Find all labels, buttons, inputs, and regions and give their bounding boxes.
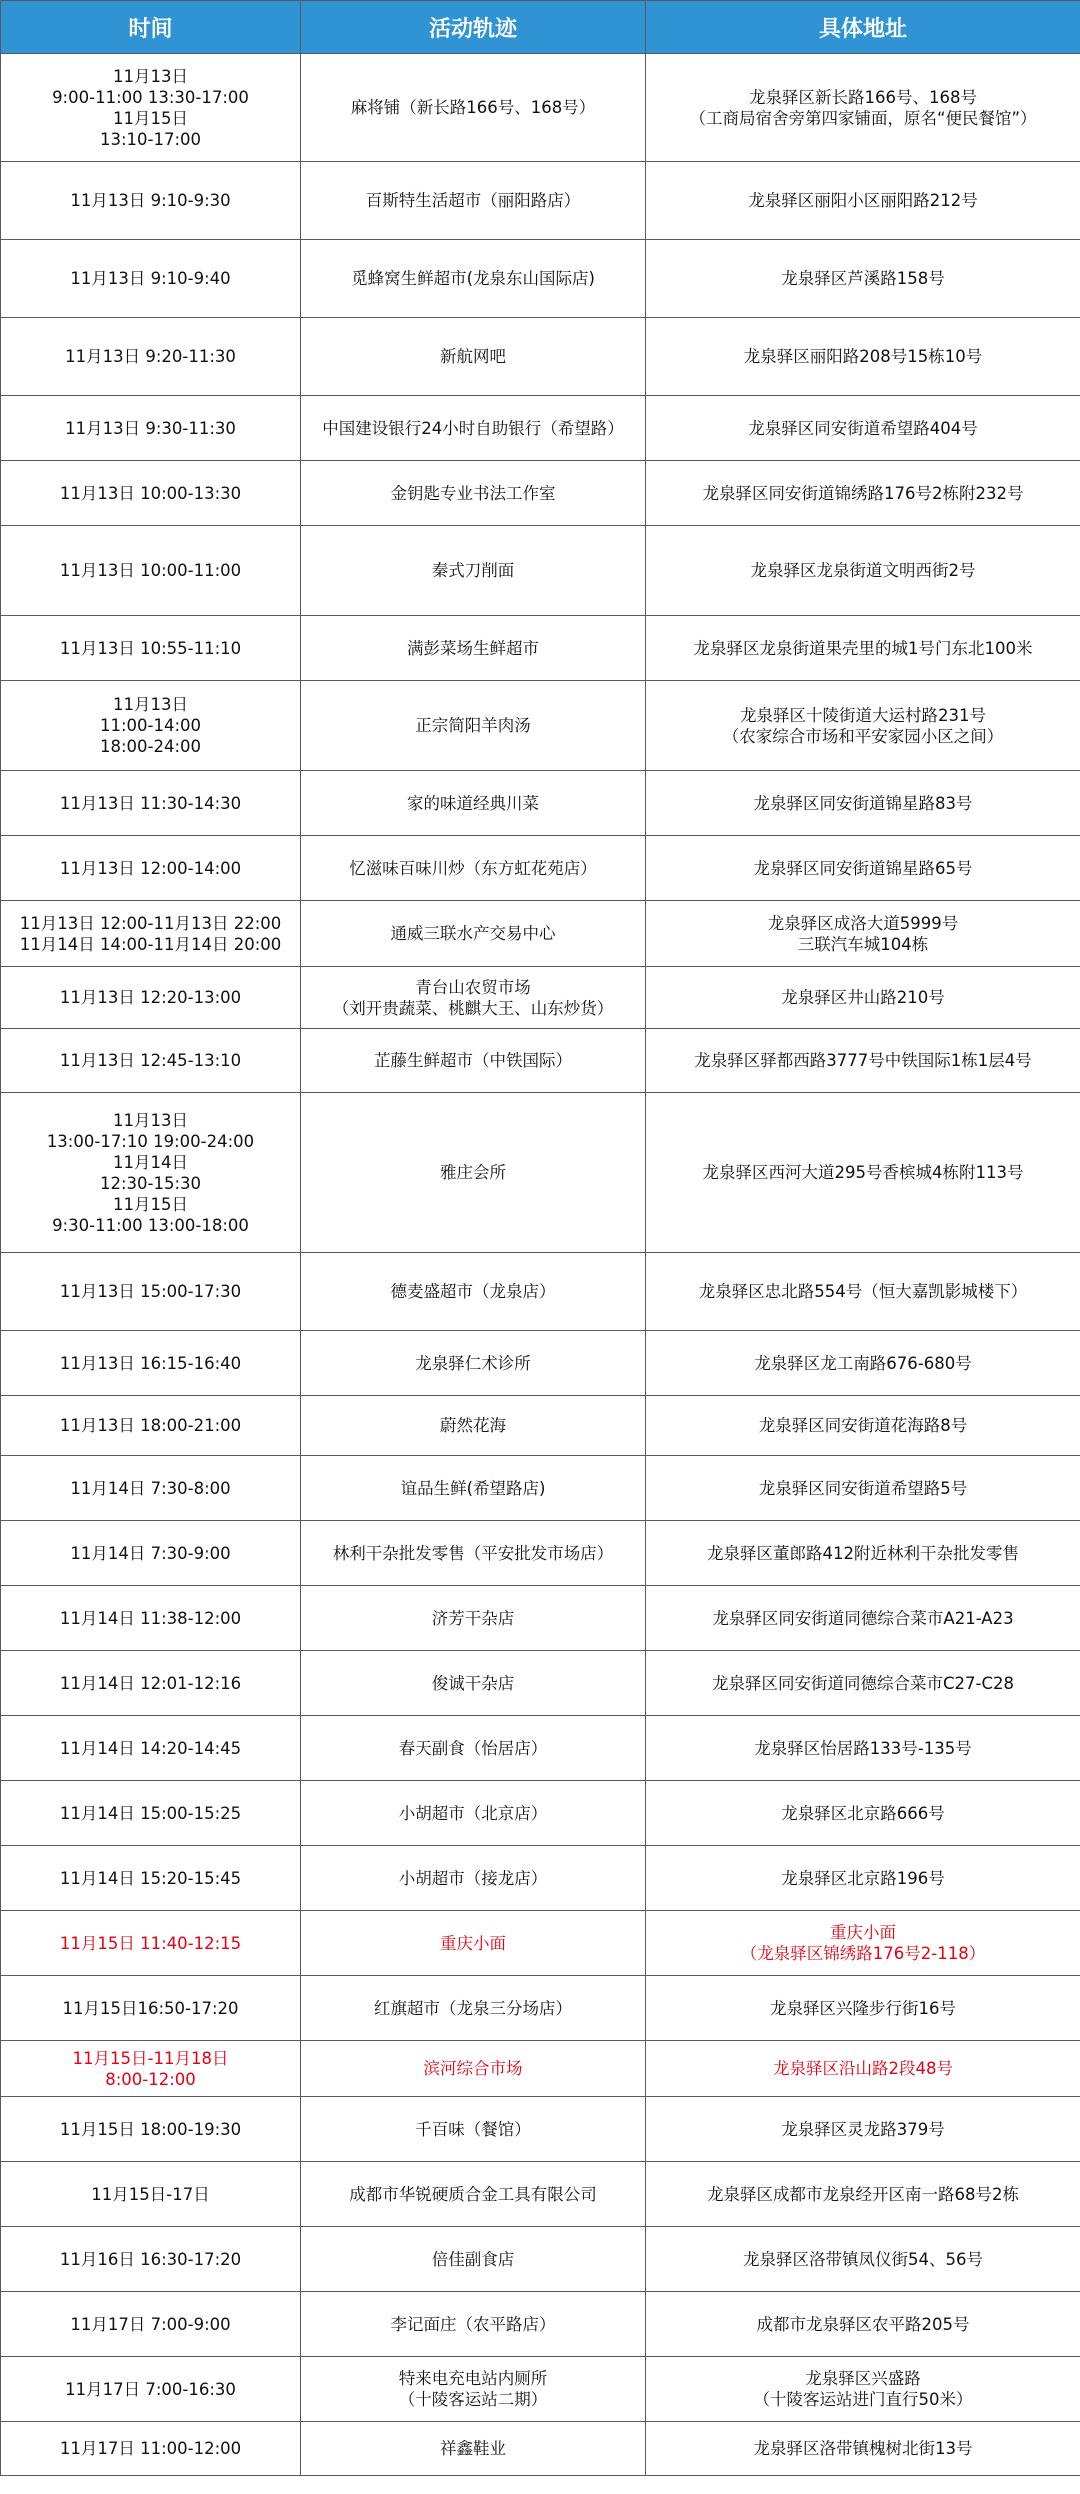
table-row bbox=[1, 967, 1080, 1029]
table-row bbox=[1, 616, 1080, 681]
cell-time: 11月13日 9:10-9:40 bbox=[1, 240, 301, 318]
table-row bbox=[1, 2357, 1080, 2422]
table-row bbox=[1, 836, 1080, 901]
cell-track: 小胡超市（接龙店） bbox=[301, 1846, 646, 1911]
cell-address: 龙泉驿区丽阳路208号15栋10号 bbox=[646, 318, 1080, 396]
cell-time: 11月13日 10:55-11:10 bbox=[1, 616, 301, 681]
cell-time: 11月17日 11:00-12:00 bbox=[1, 2422, 301, 2476]
cell-time: 11月14日 11:38-12:00 bbox=[1, 1586, 301, 1651]
cell-time: 11月15日-17日 bbox=[1, 2162, 301, 2227]
table-row bbox=[1, 681, 1080, 771]
cell-time: 11月13日 18:00-21:00 bbox=[1, 1396, 301, 1456]
cell-track: 祥鑫鞋业 bbox=[301, 2422, 646, 2476]
cell-address: 龙泉驿区新长路166号、168号 （工商局宿舍旁第四家铺面，原名“便民餐馆”） bbox=[646, 54, 1080, 162]
cell-address: 龙泉驿区洛带镇槐树北街13号 bbox=[646, 2422, 1080, 2476]
cell-time: 11月13日 12:00-14:00 bbox=[1, 836, 301, 901]
table-row bbox=[1, 1911, 1080, 1976]
cell-address: 龙泉驿区忠北路554号（恒大嘉凯影城楼下） bbox=[646, 1253, 1080, 1331]
cell-address: 龙泉驿区董郎路412附近林利干杂批发零售 bbox=[646, 1521, 1080, 1586]
table-row bbox=[1, 162, 1080, 240]
table-row bbox=[1, 2041, 1080, 2097]
cell-time: 11月13日 10:00-11:00 bbox=[1, 526, 301, 616]
cell-track: 德麦盛超市（龙泉店） bbox=[301, 1253, 646, 1331]
cell-time: 11月13日 12:20-13:00 bbox=[1, 967, 301, 1029]
cell-time: 11月13日 13:00-17:10 19:00-24:00 11月14日 12:30-15:30 11月15日 9:30-11:00 13:00-18:00 bbox=[1, 1093, 301, 1253]
cell-time: 11月16日 16:30-17:20 bbox=[1, 2227, 301, 2292]
cell-track: 林利干杂批发零售（平安批发市场店） bbox=[301, 1521, 646, 1586]
cell-time: 11月14日 15:00-15:25 bbox=[1, 1781, 301, 1846]
cell-time: 11月13日 15:00-17:30 bbox=[1, 1253, 301, 1331]
cell-time: 11月14日 7:30-9:00 bbox=[1, 1521, 301, 1586]
table-row bbox=[1, 526, 1080, 616]
table-row bbox=[1, 1093, 1080, 1253]
table-row bbox=[1, 2097, 1080, 2162]
cell-time: 11月14日 7:30-8:00 bbox=[1, 1456, 301, 1521]
cell-address: 龙泉驿区同安街道希望路5号 bbox=[646, 1456, 1080, 1521]
cell-time: 11月15日16:50-17:20 bbox=[1, 1976, 301, 2041]
table-row bbox=[1, 901, 1080, 967]
cell-time: 11月13日 12:00-11月13日 22:00 11月14日 14:00-11月14日 20:00 bbox=[1, 901, 301, 967]
cell-time: 11月13日 11:30-14:30 bbox=[1, 771, 301, 836]
header-address: 具体地址 bbox=[646, 1, 1080, 54]
table-row bbox=[1, 396, 1080, 461]
cell-track: 正宗简阳羊肉汤 bbox=[301, 681, 646, 771]
table-body bbox=[1, 54, 1080, 2476]
cell-track: 雅庄会所 bbox=[301, 1093, 646, 1253]
table-row bbox=[1, 2162, 1080, 2227]
cell-track: 麻将铺（新长路166号、168号） bbox=[301, 54, 646, 162]
cell-track: 中国建设银行24小时自助银行（希望路） bbox=[301, 396, 646, 461]
cell-track: 觅蜂窝生鲜超市(龙泉东山国际店) bbox=[301, 240, 646, 318]
cell-address: 龙泉驿区驿都西路3777号中铁国际1栋1层4号 bbox=[646, 1029, 1080, 1093]
cell-address: 龙泉驿区北京路196号 bbox=[646, 1846, 1080, 1911]
table-row bbox=[1, 1586, 1080, 1651]
table-row bbox=[1, 2422, 1080, 2476]
cell-time: 11月15日-11月18日 8:00-12:00 bbox=[1, 2041, 301, 2097]
cell-track: 成都市华锐硬质合金工具有限公司 bbox=[301, 2162, 646, 2227]
cell-track: 谊品生鲜(希望路店) bbox=[301, 1456, 646, 1521]
cell-track: 忆滋味百味川炒（东方虹花苑店） bbox=[301, 836, 646, 901]
cell-address: 龙泉驿区同安街道同德综合菜市A21-A23 bbox=[646, 1586, 1080, 1651]
table-row bbox=[1, 1976, 1080, 2041]
cell-time: 11月14日 14:20-14:45 bbox=[1, 1716, 301, 1781]
cell-track: 倍佳副食店 bbox=[301, 2227, 646, 2292]
table-row bbox=[1, 1396, 1080, 1456]
cell-time: 11月13日 12:45-13:10 bbox=[1, 1029, 301, 1093]
cell-address: 龙泉驿区同安街道同德综合菜市C27-C28 bbox=[646, 1651, 1080, 1716]
cell-address: 龙泉驿区灵龙路379号 bbox=[646, 2097, 1080, 2162]
table-row bbox=[1, 1781, 1080, 1846]
cell-address: 龙泉驿区龙泉街道文明西街2号 bbox=[646, 526, 1080, 616]
cell-address: 龙泉驿区同安街道希望路404号 bbox=[646, 396, 1080, 461]
cell-track: 青台山农贸市场 （刘开贵蔬菜、桃麒大王、山东炒货） bbox=[301, 967, 646, 1029]
cell-address: 成都市龙泉驿区农平路205号 bbox=[646, 2292, 1080, 2357]
table-row bbox=[1, 1029, 1080, 1093]
table-row bbox=[1, 2227, 1080, 2292]
cell-track: 李记面庄（农平路店） bbox=[301, 2292, 646, 2357]
cell-address: 龙泉驿区沿山路2段48号 bbox=[646, 2041, 1080, 2097]
cell-time: 11月14日 12:01-12:16 bbox=[1, 1651, 301, 1716]
cell-time: 11月13日 9:10-9:30 bbox=[1, 162, 301, 240]
cell-time: 11月13日 11:00-14:00 18:00-24:00 bbox=[1, 681, 301, 771]
cell-track: 春天副食（怡居店） bbox=[301, 1716, 646, 1781]
cell-time: 11月13日 9:20-11:30 bbox=[1, 318, 301, 396]
cell-track: 金钥匙专业书法工作室 bbox=[301, 461, 646, 526]
table-row bbox=[1, 461, 1080, 526]
cell-time: 11月15日 18:00-19:30 bbox=[1, 2097, 301, 2162]
cell-address: 龙泉驿区同安街道锦绣路176号2栋附232号 bbox=[646, 461, 1080, 526]
cell-time: 11月17日 7:00-16:30 bbox=[1, 2357, 301, 2422]
cell-time: 11月13日 9:30-11:30 bbox=[1, 396, 301, 461]
cell-track: 通威三联水产交易中心 bbox=[301, 901, 646, 967]
cell-address: 龙泉驿区井山路210号 bbox=[646, 967, 1080, 1029]
cell-track: 蔚然花海 bbox=[301, 1396, 646, 1456]
cell-time: 11月13日 10:00-13:30 bbox=[1, 461, 301, 526]
cell-track: 济芳干杂店 bbox=[301, 1586, 646, 1651]
cell-track: 千百味（餐馆） bbox=[301, 2097, 646, 2162]
cell-address: 龙泉驿区龙工南路676-680号 bbox=[646, 1331, 1080, 1396]
cell-address: 龙泉驿区芦溪路158号 bbox=[646, 240, 1080, 318]
cell-address: 重庆小面 （龙泉驿区锦绣路176号2-118） bbox=[646, 1911, 1080, 1976]
cell-address: 龙泉驿区成都市龙泉经开区南一路68号2栋 bbox=[646, 2162, 1080, 2227]
cell-address: 龙泉驿区兴盛路 （十陵客运站进门直行50米） bbox=[646, 2357, 1080, 2422]
cell-track: 满彭菜场生鲜超市 bbox=[301, 616, 646, 681]
cell-track: 重庆小面 bbox=[301, 1911, 646, 1976]
cell-track: 特来电充电站内厕所 （十陵客运站二期） bbox=[301, 2357, 646, 2422]
table-row bbox=[1, 1331, 1080, 1396]
cell-address: 龙泉驿区丽阳小区丽阳路212号 bbox=[646, 162, 1080, 240]
cell-track: 俊诚干杂店 bbox=[301, 1651, 646, 1716]
table-row bbox=[1, 771, 1080, 836]
cell-track: 百斯特生活超市（丽阳路店） bbox=[301, 162, 646, 240]
table-row bbox=[1, 1253, 1080, 1331]
cell-address: 龙泉驿区十陵街道大运村路231号 （农家综合市场和平安家园小区之间） bbox=[646, 681, 1080, 771]
cell-time: 11月13日 9:00-11:00 13:30-17:00 11月15日 13:10-17:00 bbox=[1, 54, 301, 162]
cell-address: 龙泉驿区同安街道锦星路65号 bbox=[646, 836, 1080, 901]
cell-address: 龙泉驿区龙泉街道果壳里的城1号门东北100米 bbox=[646, 616, 1080, 681]
table-row bbox=[1, 1846, 1080, 1911]
cell-time: 11月17日 7:00-9:00 bbox=[1, 2292, 301, 2357]
table-row bbox=[1, 1456, 1080, 1521]
table-header-row bbox=[1, 1, 1080, 54]
cell-track: 家的味道经典川菜 bbox=[301, 771, 646, 836]
cell-track: 秦式刀削面 bbox=[301, 526, 646, 616]
header-track: 活动轨迹 bbox=[301, 1, 646, 54]
cell-track: 芷藤生鲜超市（中铁国际） bbox=[301, 1029, 646, 1093]
cell-address: 龙泉驿区洛带镇凤仪街54、56号 bbox=[646, 2227, 1080, 2292]
cell-track: 红旗超市（龙泉三分场店） bbox=[301, 1976, 646, 2041]
cell-time: 11月15日 11:40-12:15 bbox=[1, 1911, 301, 1976]
cell-time: 11月14日 15:20-15:45 bbox=[1, 1846, 301, 1911]
table-row bbox=[1, 54, 1080, 162]
cell-address: 龙泉驿区成洛大道5999号 三联汽车城104栋 bbox=[646, 901, 1080, 967]
cell-address: 龙泉驿区同安街道锦星路83号 bbox=[646, 771, 1080, 836]
cell-address: 龙泉驿区兴隆步行街16号 bbox=[646, 1976, 1080, 2041]
cell-address: 龙泉驿区北京路666号 bbox=[646, 1781, 1080, 1846]
cell-track: 滨河综合市场 bbox=[301, 2041, 646, 2097]
cell-track: 新航网吧 bbox=[301, 318, 646, 396]
table-row bbox=[1, 318, 1080, 396]
cell-address: 龙泉驿区西河大道295号香槟城4栋附113号 bbox=[646, 1093, 1080, 1253]
table-row bbox=[1, 1716, 1080, 1781]
cell-address: 龙泉驿区怡居路133号-135号 bbox=[646, 1716, 1080, 1781]
cell-address: 龙泉驿区同安街道花海路8号 bbox=[646, 1396, 1080, 1456]
table-row bbox=[1, 2292, 1080, 2357]
table-row bbox=[1, 240, 1080, 318]
table-row bbox=[1, 1651, 1080, 1716]
header-time: 时间 bbox=[1, 1, 301, 54]
table-row bbox=[1, 1521, 1080, 1586]
cell-track: 小胡超市（北京店） bbox=[301, 1781, 646, 1846]
cell-track: 龙泉驿仁术诊所 bbox=[301, 1331, 646, 1396]
cell-time: 11月13日 16:15-16:40 bbox=[1, 1331, 301, 1396]
